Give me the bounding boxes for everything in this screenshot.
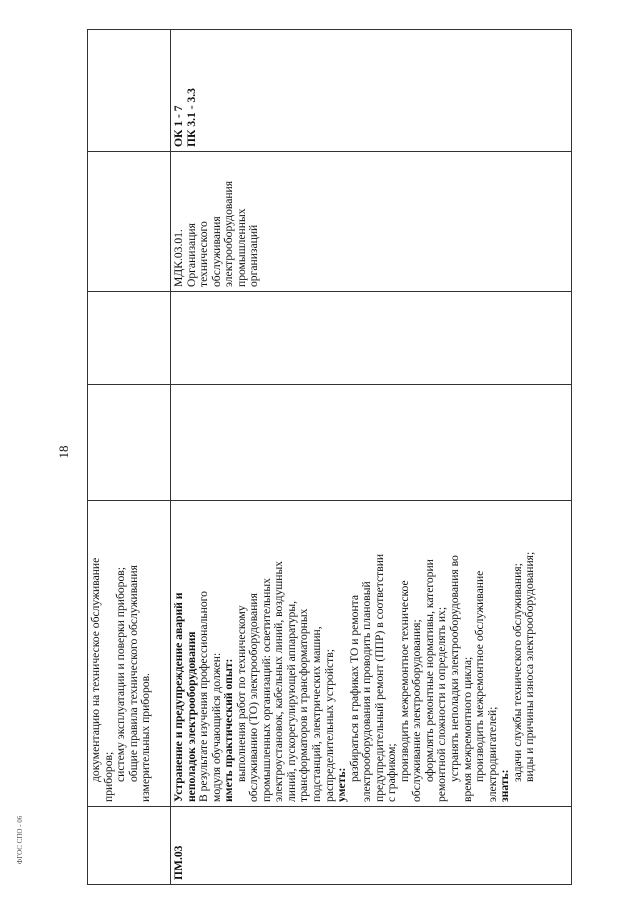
content-line: распределительных устройств; — [322, 649, 336, 802]
empty-cell — [88, 30, 171, 152]
content-line: подстанций, электрических машин, — [310, 626, 324, 802]
content-line: электроустановок, кабельных линий, воздушных — [272, 560, 286, 802]
mdk-cell — [171, 152, 572, 292]
content-line: выполнения работ по техническому — [234, 605, 248, 782]
section-heading: уметь: — [335, 767, 349, 802]
section-heading: иметь практический опыт: — [222, 658, 236, 802]
content-line: предупредительный ремонт (ППР) в соответствии — [372, 553, 386, 802]
mdk-line: промышленных — [234, 208, 248, 287]
content-line: оформлять ремонтные нормативы, категории — [422, 559, 436, 782]
content-line: В результате изучения профессионального — [197, 591, 211, 802]
content-line: трансформаторов и трансформаторных — [297, 608, 311, 802]
content-line: систему эксплуатации и поверки приборов; — [114, 567, 128, 782]
content-line: производить межремонтное обслуживание — [473, 570, 487, 782]
module-title-line: неполадок электрооборудования — [184, 631, 198, 802]
content-line: разбираться в графиках ТО и ремонта — [347, 594, 361, 782]
module-content-cell — [88, 501, 171, 807]
content-line: задачи службы технического обслуживания; — [510, 563, 524, 782]
empty-cell — [171, 292, 572, 385]
empty-cell — [88, 152, 171, 292]
competency-line: ОК 1 - 7 — [172, 105, 185, 147]
empty-cell — [88, 292, 171, 385]
module-code-cell: ПМ.03 — [171, 807, 572, 885]
content-line: ремонтной сложности и определять их; — [435, 606, 449, 802]
content-line: электрооборудования и проводить плановый — [360, 581, 374, 802]
content-line: электродвигателей; — [485, 706, 499, 802]
content-line: промышленных организаций: осветительных — [259, 578, 273, 802]
empty-cell — [88, 385, 171, 501]
content-line: виды и причины износа электрооборудования; — [523, 551, 537, 782]
mdk-line: обслуживания — [209, 216, 223, 287]
content-line: с графиком; — [385, 743, 399, 802]
content-line: обслуживание электрооборудования; — [410, 619, 424, 802]
rotated-table-block — [87, 30, 572, 885]
mdk-line: Организация — [184, 223, 198, 287]
content-line: измерительных приборов. — [139, 673, 153, 802]
empty-cell — [171, 385, 572, 501]
content-line: производить межремонтное техническое — [397, 580, 411, 782]
module-code-cell — [88, 807, 171, 885]
table-row — [171, 30, 572, 885]
content-line: модуля обучающийся должен: — [209, 652, 223, 802]
content-line: линий, пускорегулирующей аппаратуры, — [284, 600, 298, 802]
page-number: 18 — [56, 445, 71, 459]
mdk-line: МДК.03.01. — [172, 229, 185, 287]
curriculum-table — [87, 29, 572, 885]
mdk-line: технического — [197, 221, 211, 287]
module-title-line: Устранение и предупреждение аварий и — [172, 592, 185, 802]
competencies-cell — [171, 30, 572, 152]
content-line: документацию на техническое обслуживание — [89, 557, 102, 782]
section-heading: знать: — [498, 769, 512, 802]
footer-code: ФГОС СПО - 06 — [16, 815, 24, 865]
content-line: устранять неполадки электрооборудования во — [448, 555, 462, 782]
content-line: приборов; — [101, 751, 115, 802]
content-line: время межремонтного цикла; — [460, 656, 474, 802]
mdk-line: организаций — [247, 224, 261, 287]
competency-line: ПК 3.1 - 3.3 — [184, 88, 198, 147]
table-row — [88, 30, 171, 885]
mdk-line: электрооборудования — [222, 180, 236, 287]
content-line: общие правила технического обслуживания — [126, 565, 140, 782]
module-content-cell — [171, 501, 572, 807]
content-line: обслуживанию (ТО) электрооборудования — [247, 593, 261, 802]
